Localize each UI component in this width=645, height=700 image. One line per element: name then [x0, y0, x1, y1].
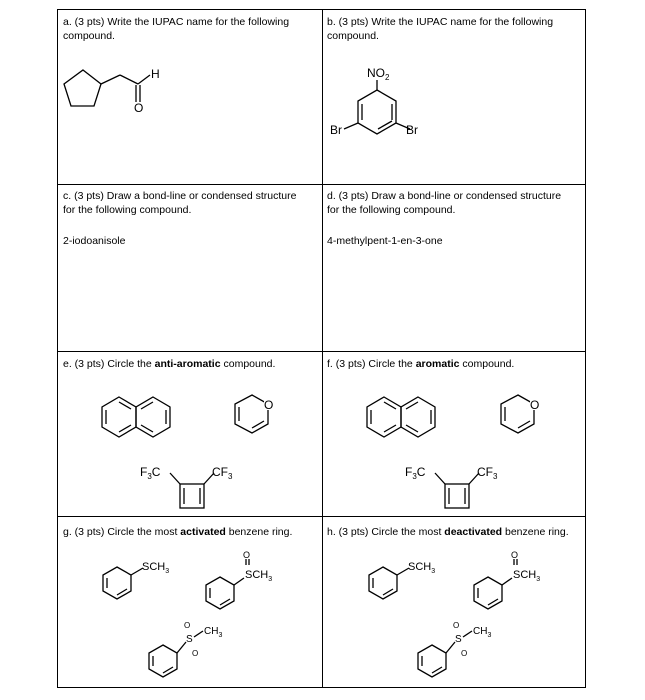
label-sulfone-o1-h: O	[453, 621, 460, 630]
sulfone-g	[149, 621, 222, 677]
label-so-o-h: O	[511, 550, 519, 560]
thioanisole-h	[369, 561, 435, 599]
label-br-right: Br	[406, 123, 418, 137]
pyran-e	[235, 395, 274, 433]
label-cf3-e: $CF_3$	[212, 465, 233, 481]
question-g-text: g. (3 pts) Circle the most activated benzene ring.	[63, 526, 293, 538]
label-no2: $NO_2$	[367, 66, 390, 82]
question-e-text: e. (3 pts) Circle the anti-aromatic compound.	[63, 358, 276, 370]
label-o: O	[134, 101, 144, 115]
label-sulfone-o1-g: O	[184, 621, 191, 630]
cyclobutadiene-f	[405, 465, 498, 508]
question-c-compound: 2-iodoanisole	[63, 235, 126, 247]
question-b-text: b. (3 pts) Write the IUPAC name for the following compound.	[327, 16, 554, 42]
label-cf3-f: $CF_3$	[477, 465, 498, 481]
label-sulfone-s-g: S	[186, 634, 193, 645]
sulfoxide-g	[206, 550, 272, 609]
label-br-left: Br	[330, 123, 342, 137]
naphthalene-f	[367, 397, 435, 437]
sulfone-h	[418, 621, 491, 677]
pyran-f	[501, 395, 540, 433]
naphthalene-e	[102, 397, 170, 437]
label-sulfone-o2-h: O	[461, 649, 468, 658]
label-sulfone-s-h: S	[455, 634, 462, 645]
question-f-text: f. (3 pts) Circle the aromatic compound.	[327, 358, 515, 370]
question-c-text: c. (3 pts) Draw a bond-line or condensed structure for the following compound.	[63, 190, 297, 216]
question-d-compound: 4-methylpent-1-en-3-one	[327, 235, 443, 247]
label-so-o-g: O	[243, 550, 251, 560]
thioanisole-g	[103, 561, 169, 599]
label-h: H	[151, 67, 160, 81]
cyclobutadiene-e	[140, 465, 233, 508]
label-sch3-h2: $SCH_3$	[513, 569, 541, 583]
label-f3c-f: $F_3C$	[405, 465, 426, 481]
structure-b	[330, 66, 418, 137]
label-ch3-h: $CH_3$	[473, 626, 492, 639]
label-sch3-h1: $SCH_3$	[408, 561, 436, 575]
label-pyran-o-e: O	[264, 398, 274, 412]
label-sulfone-o2-g: O	[192, 649, 199, 658]
label-pyran-o-f: O	[530, 398, 540, 412]
structure-a	[64, 67, 160, 115]
label-f3c-e: $F_3C$	[140, 465, 161, 481]
sulfoxide-h	[474, 550, 540, 609]
label-sch3-g2: $SCH_3$	[245, 569, 273, 583]
question-h-text: h. (3 pts) Circle the most deactivated benzene ring.	[327, 526, 569, 538]
question-a-text: a. (3 pts) Write the IUPAC name for the following compound.	[63, 16, 290, 42]
label-ch3-g: $CH_3$	[204, 626, 223, 639]
question-d-text: d. (3 pts) Draw a bond-line or condensed structure for the following compound.	[327, 190, 562, 216]
label-sch3-g1: $SCH_3$	[142, 561, 170, 575]
